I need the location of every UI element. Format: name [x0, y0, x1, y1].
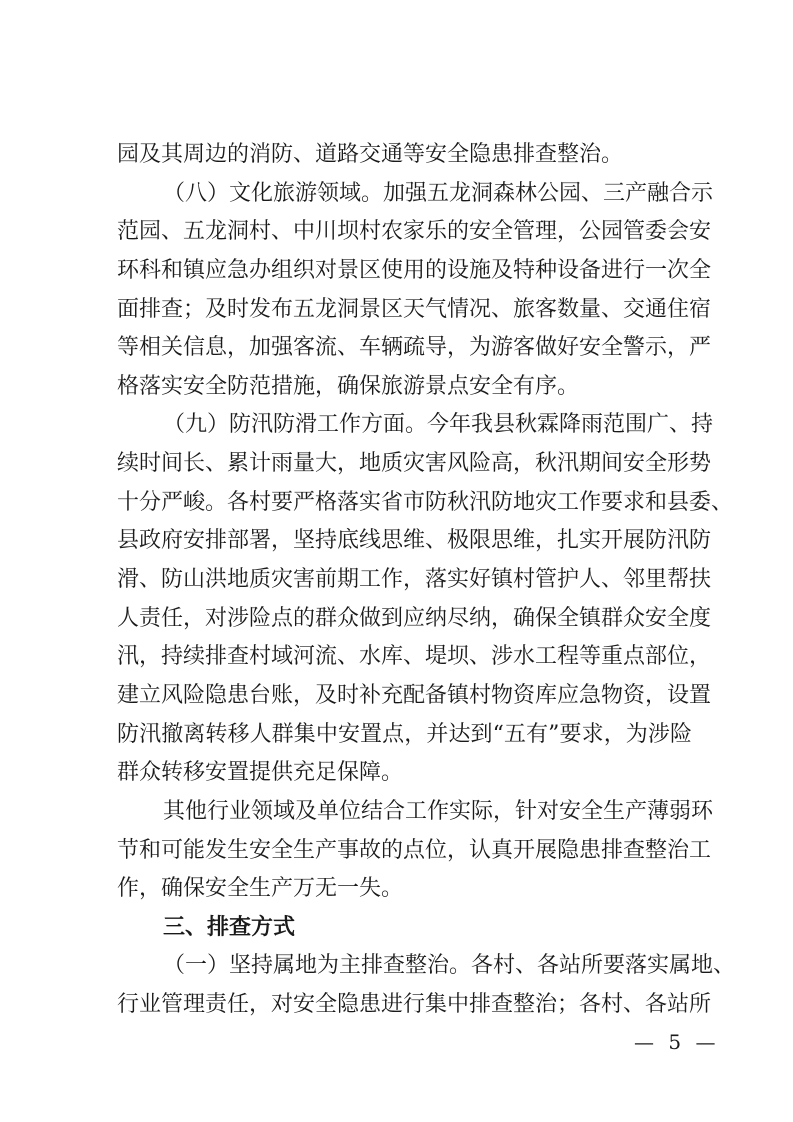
text-line: 十分严峻。各村要严格落实省市防秋汛防地灾工作要求和县委、: [117, 489, 734, 515]
text-line: 环科和镇应急办组织对景区使用的设施及特种设备进行一次全: [117, 257, 712, 283]
text-line: 格落实安全防范措施，确保旅游景点安全有序。: [117, 373, 580, 399]
text-line: 防汛撤离转移人群集中安置点，并达到“五有”要求，为涉险: [117, 721, 692, 747]
page-number: — 5 —: [634, 1030, 720, 1054]
section-heading: 三、排查方式: [163, 914, 296, 940]
text-line: 汛，持续排查村域河流、水库、堤坝、涉水工程等重点部位，: [117, 644, 712, 670]
document-body: [117, 136, 736, 1025]
text-line: 园及其周边的消防、道路交通等安全隐患排查整治。: [117, 142, 624, 167]
text-line: 县政府安排部署，坚持底线思维、极限思维，扎实开展防汛防: [117, 528, 712, 554]
text-line: （八）文化旅游领域。加强五龙洞森林公园、三产融合示: [163, 180, 714, 206]
text-line: 等相关信息，加强客流、车辆疏导，为游客做好安全警示，严: [117, 335, 712, 361]
text-line: 人责任，对涉险点的群众做到应纳尽纳，确保全镇群众安全度: [117, 605, 712, 631]
text-line: 范园、五龙洞村、中川坝村农家乐的安全管理，公园管委会安: [117, 219, 712, 245]
text-line: 滑、防山洪地质灾害前期工作，落实好镇村管护人、邻里帮扶: [117, 567, 712, 593]
text-line: 节和可能发生安全生产事故的点位，认真开展隐患排查整治工: [117, 837, 712, 863]
text-line: （九）防汛防滑工作方面。今年我县秋霖降雨范围广、持: [163, 412, 714, 438]
text-line: 群众转移安置提供充足保障。: [117, 760, 404, 786]
text-line: 其他行业领域及单位结合工作实际，针对安全生产薄弱环: [163, 798, 714, 824]
text-line: 作，确保安全生产万无一失。: [117, 876, 404, 902]
text-line: 建立风险隐患台账，及时补充配备镇村物资库应急物资，设置: [117, 682, 712, 708]
text-line: 行业管理责任，对安全隐患进行集中排查整治；各村、各站所: [117, 992, 712, 1018]
text-line: （一）坚持属地为主排查整治。各村、各站所要落实属地、: [163, 953, 736, 979]
text-line: 面排查；及时发布五龙洞景区天气情况、旅客数量、交通住宿: [117, 296, 712, 322]
text-line: 续时间长、累计雨量大，地质灾害风险高，秋汛期间安全形势: [117, 451, 712, 477]
